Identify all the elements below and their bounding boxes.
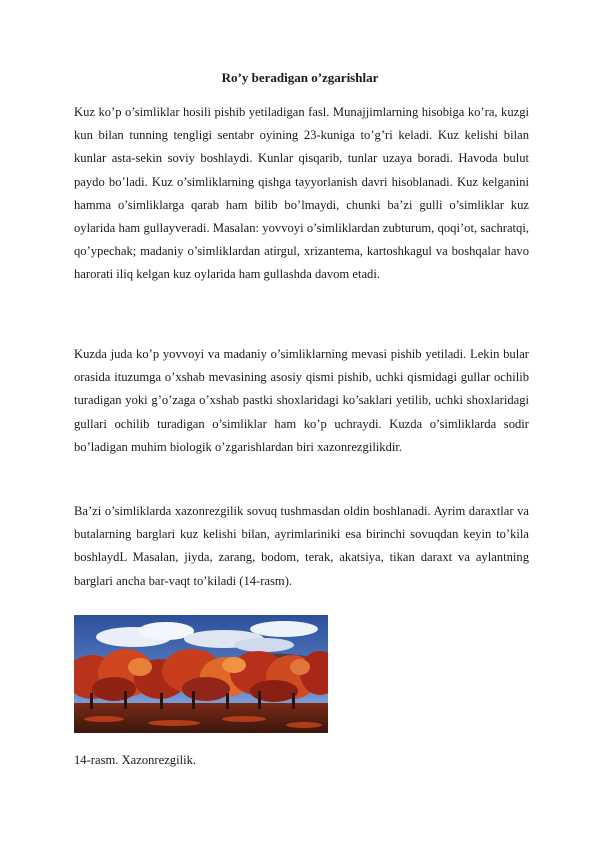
paragraph-2: Kuzda juda ko’p yovvoyi va madaniy o’simliklarning mevasi pishib yetiladi. Lekin bular orasida ituzumga o’xshab mevasining asosiy qismi pishib, uchki qismidagi gullar ochilib turadigan yoki g’o’zaga o’xshab pastki shoxlaridagi ko’saklari yetilib, uchki shoxlaridagi gullari ochilib turadigan o’simliklar ham ko’p uchraydi. Kuzda o’simliklarda sodir bo’ladigan muhim biologik o’zgarishlardan biri xazonrezgilikdir. [74, 347, 529, 454]
document-title: Ro’y beradigan o’zgarishlar [221, 70, 379, 85]
autumn-trees-illustration [74, 615, 328, 733]
paragraph-1: Kuz ko’p o’simliklar hosili pishib yetiladigan fasl. Munajjimlarning hisobiga ko’ra, kuzgi kun bilan tunning tengligi sentabr oyining 23-kuniga to’g’ri keladi. Kuz kelishi bilan kunlar asta-sekin soviy boshlaydi. Kunlar qisqarib, tunlar uzaya boradi. Havoda bulut paydo bo’ladi. Kuz o’simliklarning qishga tayyorlanish davri hisoblanadi. Kuz kelganini hamma o’simliklarga qarab ham bilib bo’lmaydi, chunki ba’zi gulli o’simliklar kuz oylarida ham gullayveradi. Masalan: yovvoyi o’simliklardan zubturum, qoqi’ot, sachratqi, qo’ypechak; madaniy o’simliklardan atirgul, xrizantema, kartoshkagul va boshqalar havo harorati iliq kelgan kuz oylarida ham gullashda davom etadi. [74, 105, 529, 282]
autumn-trees-photo [74, 615, 328, 733]
paragraph-3: Ba’zi o’simliklarda xazonrezgilik sovuq tushmasdan oldin boshlanadi. Ayrim daraxtlar va butalarning barglari kuz kelishi bilan, ayrimlariniki esa birinchi sovuqdan keyin to’kila boshlaydL Masalan, jiyda, zarang, bodom, terak, akatsiya, tikan daraxt va aylantning barglari ancha bar-vaqt to’kiladi (14-rasm). [74, 504, 529, 588]
figure-caption: 14-rasm. Xazonrezgilik. [74, 753, 197, 767]
